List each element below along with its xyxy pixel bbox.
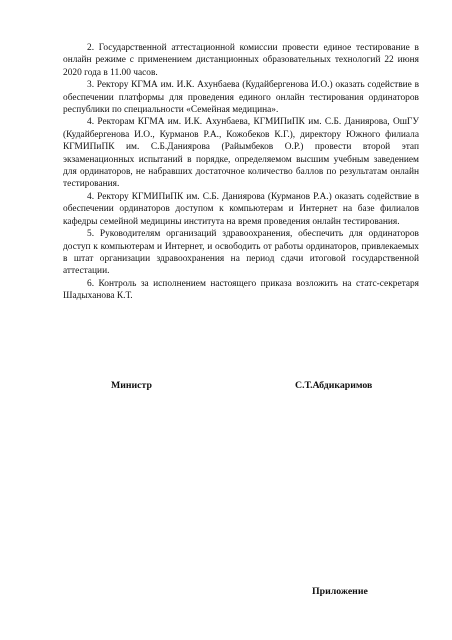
paragraph-4-kgmipipk: 4. Ректору КГМИПиПК им. С.Б. Даниярова (Курманов Р.А.) оказать содействие в обеспечении ординаторов доступом к компьютерам и Интернет на базе филиалов кафедры семейной медицины института на время проведения онлайн тестирования. — [63, 191, 419, 227]
paragraph-2: 2. Государственной аттестационной комиссии провести единое тестирование в онлайн режиме с применением дистанционных образовательных технологий 22 июня 2020 года в 11.00 часов. — [63, 43, 419, 78]
paragraph-3: 3. Ректору КГМА им. И.К. Ахунбаева (Кудайбергенова И.О.) оказать содействие в обеспечении платформы для проведения единого онлайн тестирования ординаторов республики по специальности «Семейная медицина». — [63, 80, 419, 116]
order-body — [63, 42, 419, 303]
paragraph-6: 6. Контроль за исполнением настоящего приказа возложить на статс-секретаря Шадыханова К.Т. — [63, 278, 419, 302]
paragraph-5: 5. Руководителям организаций здравоохранения, обеспечить для ординаторов доступ к компьютерам и Интернет, и освободить от работы ординаторов, привлекаемых в штат организации здравоохранения на период сдачи итоговой государственной аттестации. — [63, 229, 419, 277]
appendix-heading: Приложение — [312, 586, 368, 597]
signatory-title: Министр — [111, 380, 152, 391]
signature-block — [0, 380, 452, 394]
signatory-name: С.Т.Абдикаримов — [295, 380, 373, 391]
paragraph-4-rectors: 4. Ректорам КГМА им. И.К. Ахунбаева, КГМИПиПК им. С.Б. Даниярова, ОшГУ (Кудайбергенова И.О., Курманов Р.А., Кожобеков К.Г.), директору Южного филиала КГМИПиПК им. С.Б.Даниярова (Райымбеков О.Р.) провести второй этап экзаменационных испытаний в порядке, определяемом высшим учебным заведением для ординаторов, не набравших достаточное количество баллов по результатам онлайн тестирования. — [63, 117, 419, 190]
